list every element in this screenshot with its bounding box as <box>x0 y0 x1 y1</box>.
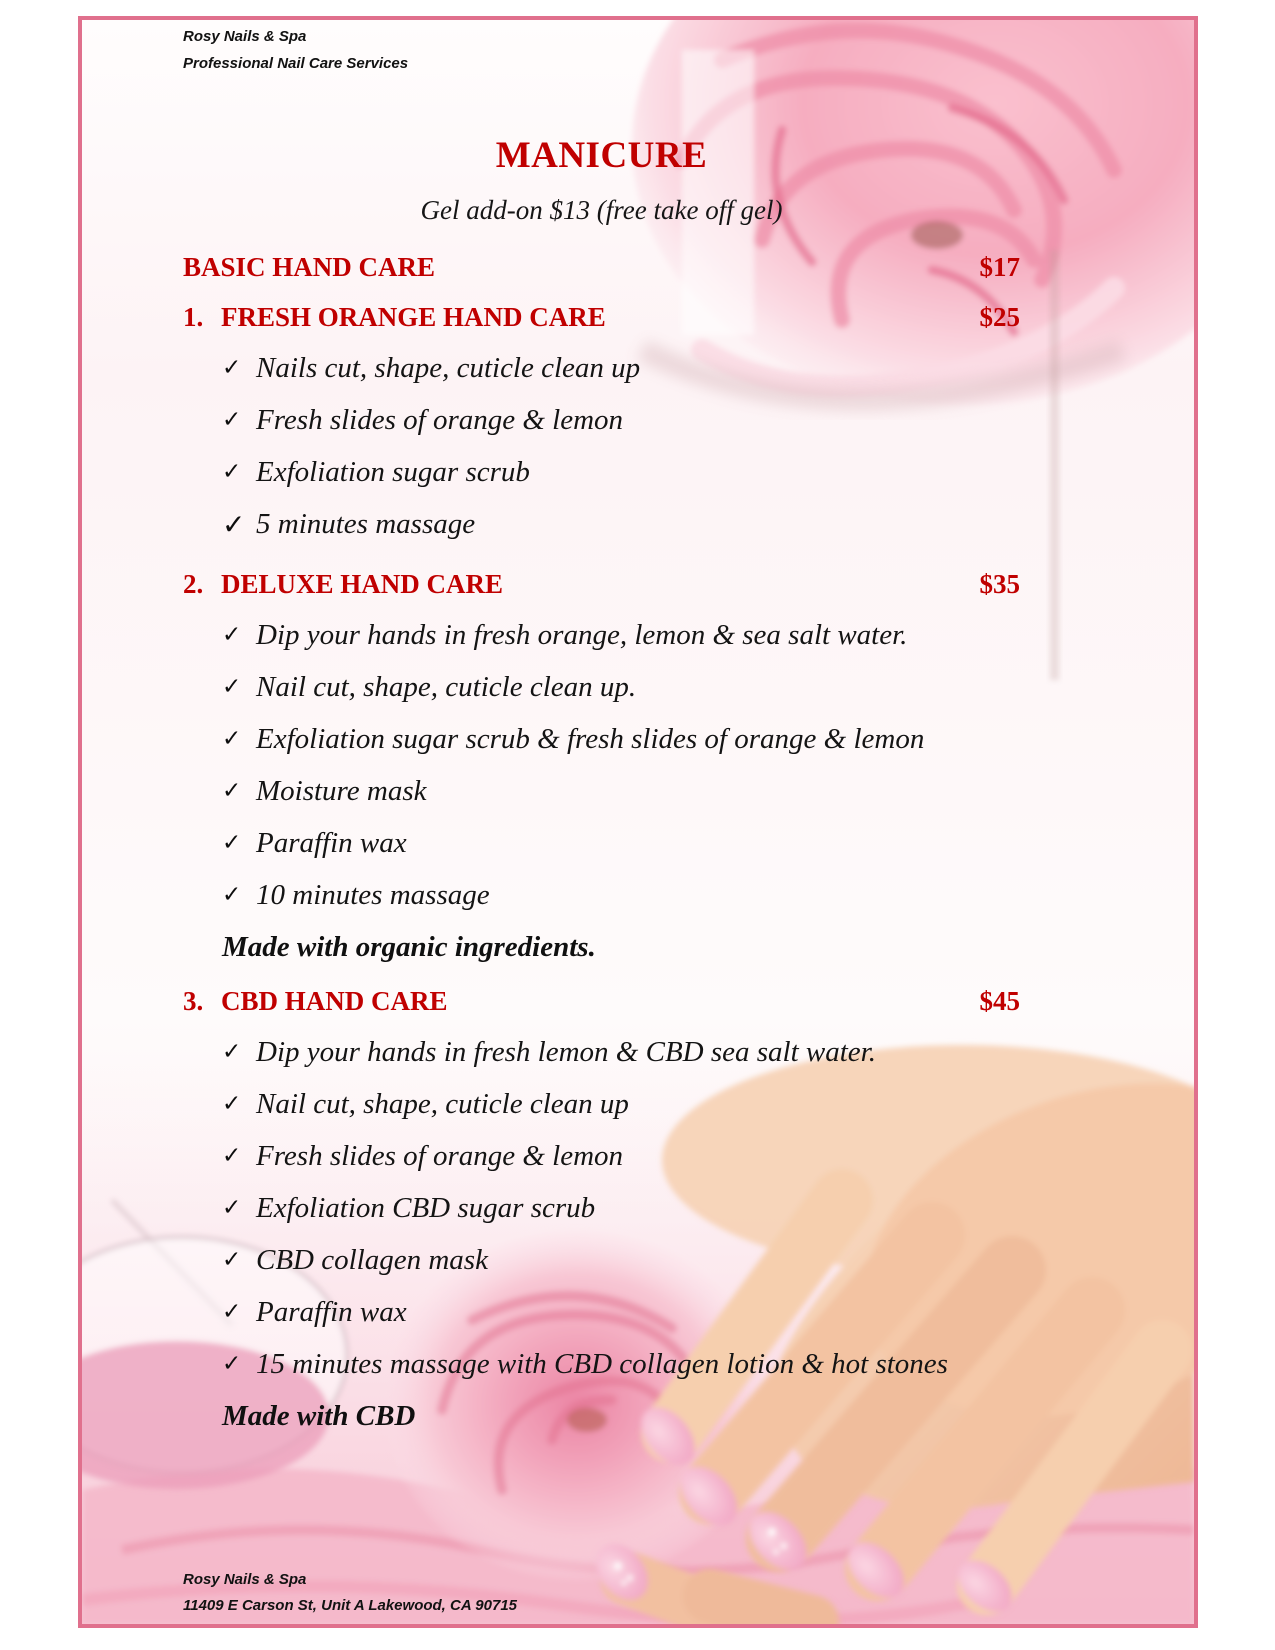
check-icon: ✓ <box>222 1143 242 1169</box>
check-icon: ✓ <box>222 355 242 381</box>
check-icon: ✓ <box>222 622 242 648</box>
check-icon: ✓ <box>222 1195 242 1221</box>
page-content <box>82 20 1194 1624</box>
service-row-deluxe <box>183 568 1020 600</box>
service-number: 2. <box>183 569 204 599</box>
service-price: $35 <box>979 569 1020 599</box>
list-item: ✓ Exfoliation CBD sugar scrub <box>222 1192 596 1224</box>
service-price: $45 <box>979 986 1020 1016</box>
menu-title: MANICURE <box>495 135 708 176</box>
check-icon: ✓ <box>222 674 242 700</box>
list-item: ✓ Paraffin wax <box>222 1296 407 1328</box>
service-price: $17 <box>979 252 1020 282</box>
service-number: 1. <box>183 302 204 332</box>
service-name: BASIC HAND CARE <box>183 252 436 282</box>
menu-column <box>183 20 1020 1434</box>
service-items-cbd <box>183 1035 1020 1382</box>
list-item: ✓ Exfoliation sugar scrub & fresh slides of orange & lemon <box>222 723 925 755</box>
check-icon: ✓ <box>222 882 242 908</box>
list-item: ✓ Fresh slides of orange & lemon <box>222 404 624 436</box>
list-item: ✓ 5 minutes massage <box>222 508 476 541</box>
list-item: ✓ Moisture mask <box>222 775 427 807</box>
footer-business-name: Rosy Nails & Spa <box>183 1571 307 1588</box>
service-note-organic: Made with organic ingredients. <box>222 931 596 963</box>
check-icon: ✓ <box>222 407 242 433</box>
list-item: ✓ Fresh slides of orange & lemon <box>222 1140 624 1172</box>
service-number: 3. <box>183 986 204 1016</box>
footer <box>183 1567 517 1619</box>
service-row-basic <box>183 251 1020 283</box>
list-item: ✓ 10 minutes massage <box>222 879 490 911</box>
list-item: ✓ Exfoliation sugar scrub <box>222 456 530 488</box>
service-items-deluxe <box>183 618 1020 913</box>
list-item: ✓ Dip your hands in fresh lemon & CBD sea salt water. <box>222 1036 877 1068</box>
letterhead-business-name: Rosy Nails & Spa <box>183 28 307 45</box>
list-item: ✓ 15 minutes massage with CBD collagen lotion & hot stones <box>222 1348 948 1380</box>
check-icon: ✓ <box>222 508 246 541</box>
page-border-frame <box>78 16 1198 1628</box>
service-row-cbd <box>183 985 1020 1017</box>
check-icon: ✓ <box>222 1299 242 1325</box>
list-item: ✓ Nails cut, shape, cuticle clean up <box>222 352 641 384</box>
service-price: $25 <box>979 302 1020 332</box>
list-item: ✓ Nail cut, shape, cuticle clean up. <box>222 671 637 703</box>
check-icon: ✓ <box>222 459 242 485</box>
menu-subtitle: Gel add-on $13 (free take off gel) <box>420 195 783 225</box>
check-icon: ✓ <box>222 1091 242 1117</box>
service-name: 3. CBD HAND CARE <box>183 986 448 1016</box>
letterhead-tagline: Professional Nail Care Services <box>183 55 409 72</box>
list-item: ✓ Nail cut, shape, cuticle clean up <box>222 1088 629 1120</box>
service-items-fresh-orange <box>183 351 1020 542</box>
list-item: ✓ Paraffin wax <box>222 827 407 859</box>
service-name: 1. FRESH ORANGE HAND CARE <box>183 302 606 332</box>
check-icon: ✓ <box>222 778 242 804</box>
check-icon: ✓ <box>222 726 242 752</box>
footer-address: 11409 E Carson St, Unit A Lakewood, CA 90715 <box>183 1597 517 1614</box>
check-icon: ✓ <box>222 830 242 856</box>
list-item: ✓ CBD collagen mask <box>222 1244 488 1276</box>
service-row-fresh-orange <box>183 301 1020 333</box>
service-note-cbd: Made with CBD <box>222 1400 416 1432</box>
service-name: 2. DELUXE HAND CARE <box>183 569 504 599</box>
check-icon: ✓ <box>222 1247 242 1273</box>
check-icon: ✓ <box>222 1039 242 1065</box>
check-icon: ✓ <box>222 1351 242 1377</box>
list-item: ✓ Dip your hands in fresh orange, lemon & sea salt water. <box>222 619 908 651</box>
